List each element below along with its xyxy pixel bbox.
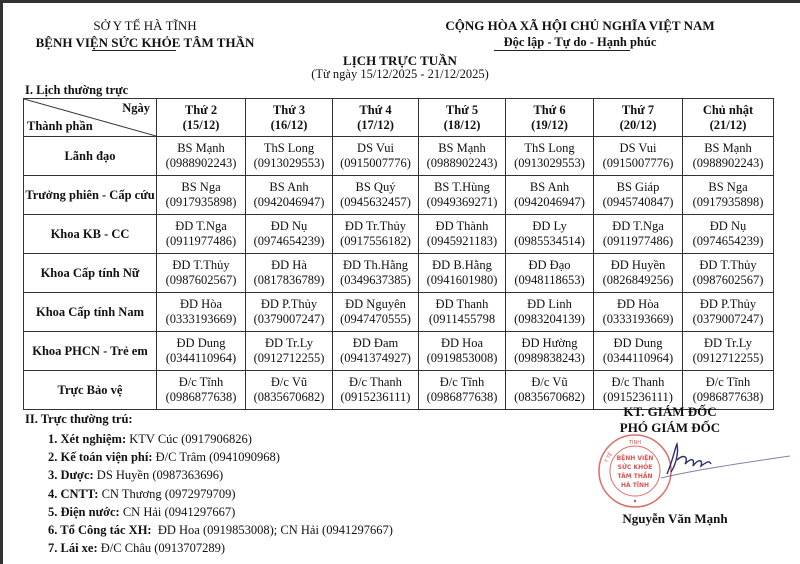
- list-item-value: CN Thương (0972979709): [98, 486, 236, 501]
- list-item: [48, 466, 393, 484]
- duty-cell: [246, 176, 333, 215]
- list-item-label: 6. Tổ Công tác XH:: [48, 523, 152, 538]
- resident-duty-list: [48, 430, 393, 557]
- duty-cell: [419, 254, 506, 293]
- day-date: (19/12): [531, 117, 568, 132]
- duty-cell: [333, 293, 419, 332]
- staff-phone: (0983204139): [514, 312, 585, 326]
- duty-cell: [419, 137, 506, 176]
- staff-name: ĐD Hoa: [440, 336, 483, 350]
- svg-text:TỈNH: TỈNH: [628, 440, 642, 446]
- day-name: Thứ 4: [359, 102, 392, 117]
- hospital-underline: [92, 50, 176, 51]
- staff-phone: (0987602567): [692, 273, 764, 287]
- list-item-label: 4. CNTT:: [48, 486, 99, 501]
- duty-cell: [246, 137, 333, 176]
- duty-cell: [506, 332, 594, 371]
- table-row: [24, 254, 774, 293]
- duty-cell: [246, 332, 333, 371]
- day-header: [419, 99, 506, 137]
- day-date: (17/12): [357, 117, 394, 132]
- staff-phone: (0919853008): [426, 351, 498, 365]
- staff-name: ĐD Hường: [521, 336, 578, 350]
- list-item: [48, 430, 393, 448]
- day-date: (21/12): [709, 117, 747, 132]
- day-date: (15/12): [182, 117, 220, 132]
- staff-phone: (0333193669): [602, 312, 674, 326]
- corner-day-label: Ngày: [122, 101, 150, 115]
- staff-phone: (0917935898): [692, 195, 764, 209]
- signature-title-1: KT. GIÁM ĐỐC: [623, 404, 717, 419]
- list-item-value: ĐD Hoa (0919853008); CN Hải (0941297667): [151, 523, 393, 538]
- day-name: Thứ 5: [445, 102, 479, 117]
- staff-name: ThS Long: [524, 141, 575, 155]
- table-header-row: [24, 99, 774, 137]
- staff-name: Đ/c Tĩnh: [178, 375, 224, 389]
- staff-name: DS Vui: [357, 141, 394, 155]
- day-date: (18/12): [443, 117, 481, 132]
- staff-name: ĐD Nguyên: [345, 297, 406, 311]
- duty-schedule-table: [23, 98, 774, 410]
- staff-name: ĐD B.Hằng: [432, 258, 492, 272]
- staff-name: ĐD Nụ: [709, 219, 747, 233]
- staff-name: ĐD P.Thủy: [699, 297, 757, 311]
- list-item-label: 1. Xét nghiệm:: [48, 432, 127, 446]
- duty-cell: [419, 332, 506, 371]
- staff-phone: (0913029553): [253, 156, 325, 170]
- staff-phone: (0945632457): [340, 195, 411, 209]
- staff-name: ĐD Nụ: [270, 219, 308, 233]
- staff-phone: (0947470555): [340, 312, 411, 326]
- staff-name: DS Vui: [619, 141, 657, 155]
- duty-cell: [683, 137, 774, 176]
- duty-cell: [419, 371, 506, 410]
- list-item-label: 3. Dược:: [48, 468, 94, 483]
- duty-cell: [419, 176, 506, 215]
- staff-phone: (0988902243): [165, 156, 237, 170]
- list-item-value: KTV Cúc (0917906826): [126, 432, 252, 446]
- staff-name: BS Mạnh: [177, 141, 225, 155]
- staff-phone: (0379007247): [692, 312, 764, 326]
- staff-phone: (0915007776): [340, 156, 411, 170]
- staff-name: ĐD T.Thủy: [172, 258, 230, 272]
- duty-cell: [506, 371, 594, 410]
- day-name: Thứ 6: [533, 102, 566, 117]
- staff-name: ĐD Hòa: [179, 297, 222, 311]
- day-header: [683, 99, 774, 137]
- staff-phone: (0911977486): [602, 234, 674, 248]
- signature-title-2: PHÓ GIÁM ĐỐC: [619, 420, 721, 435]
- list-item-label: 7. Lái xe:: [48, 541, 98, 556]
- day-name: Chủ nhật: [702, 102, 754, 117]
- staff-phone: (0917556182): [340, 234, 411, 248]
- staff-phone: (0915007776): [602, 156, 674, 170]
- duty-cell: [246, 371, 333, 410]
- duty-cell: [683, 254, 774, 293]
- staff-name: ĐD Tr.Ly: [265, 336, 313, 350]
- svg-text:SỨC KHỎE: SỨC KHỎE: [617, 464, 653, 471]
- staff-name: BS Anh: [529, 180, 570, 194]
- staff-phone: (0945740847): [602, 195, 674, 209]
- list-item-value: DS Huyền (0987363696): [93, 468, 224, 483]
- section1-heading: I. Lịch thường trực: [25, 83, 129, 97]
- staff-name: BS Anh: [269, 180, 309, 194]
- day-name: Thứ 3: [272, 102, 306, 117]
- staff-phone: (0333193669): [165, 312, 237, 326]
- staff-phone: (0911977486): [165, 234, 237, 248]
- staff-name: BS Mạnh: [704, 141, 752, 155]
- staff-name: BS T.Hùng: [434, 180, 490, 194]
- duty-cell: [157, 332, 246, 371]
- duty-cell: [506, 254, 594, 293]
- duty-cell: [419, 215, 506, 254]
- list-item: [48, 503, 393, 521]
- duty-cell: [594, 215, 683, 254]
- staff-name: Đ/c Vũ: [270, 375, 308, 389]
- list-item: [48, 485, 393, 503]
- staff-phone: (0915236111): [340, 390, 411, 404]
- duty-cell: [157, 293, 246, 332]
- table-row: [24, 215, 774, 254]
- republic-name: CỘNG HÒA XÃ HỘI CHỦ NGHĨA VIỆT NAM: [445, 18, 715, 33]
- duty-cell: [683, 332, 774, 371]
- staff-name: ĐD Tr.Thủy: [344, 219, 407, 233]
- duty-cell: [594, 293, 683, 332]
- staff-name: ĐD T.Nga: [175, 219, 227, 233]
- duty-cell: [246, 254, 333, 293]
- list-item: [48, 448, 393, 466]
- list-item-value: CN Hải (0941297667): [119, 504, 236, 519]
- staff-name: ĐD Đạo: [528, 258, 571, 272]
- staff-name: ĐD Huyền: [610, 258, 666, 272]
- duty-cell: [506, 215, 594, 254]
- staff-name: ĐD Dung: [613, 336, 663, 350]
- table-row: [24, 332, 774, 371]
- staff-phone: (0988902243): [692, 156, 764, 170]
- staff-name: ĐD Hòa: [616, 297, 659, 311]
- duty-cell: [246, 215, 333, 254]
- staff-name: Đ/c Thanh: [349, 375, 402, 389]
- duty-cell: [594, 332, 683, 371]
- day-header: [157, 99, 246, 137]
- duty-cell: [333, 215, 419, 254]
- staff-phone: (0915236111): [603, 390, 673, 404]
- duty-cell: [333, 254, 419, 293]
- list-item-label: 2. Kế toán viện phí:: [48, 450, 153, 465]
- staff-phone: (0835670682): [514, 390, 585, 404]
- table-row: [24, 293, 774, 332]
- staff-name: ĐD P.Thủy: [260, 297, 318, 311]
- agency-name: SỞ Y TẾ HÀ TĨNH: [93, 18, 197, 33]
- day-date: (16/12): [270, 117, 308, 132]
- staff-phone: (0349637385): [340, 273, 411, 287]
- row-label: Khoa Cấp tính Nam: [24, 293, 157, 332]
- list-item: [48, 521, 393, 539]
- staff-phone: (0985534514): [514, 234, 585, 248]
- signature-scribble: [655, 440, 795, 480]
- duty-cell: [594, 137, 683, 176]
- day-header: [246, 99, 333, 137]
- row-label: Trực Bảo vệ: [24, 371, 157, 410]
- svg-text:HÀ TĨNH: HÀ TĨNH: [620, 482, 650, 489]
- staff-phone: (0913029553): [514, 156, 585, 170]
- motto-underline: [494, 50, 630, 51]
- hospital-name: [20, 35, 270, 51]
- staff-name: BS Nga: [181, 180, 221, 194]
- staff-name: Đ/c Tĩnh: [705, 375, 751, 389]
- staff-phone: (0945921183): [426, 234, 498, 248]
- staff-phone: (0911455798: [428, 312, 496, 326]
- svg-text:TÂM THẦN: TÂM THẦN: [617, 473, 653, 480]
- svg-text:BỆNH VIỆN: BỆNH VIỆN: [616, 455, 654, 462]
- staff-phone: (0942046947): [253, 195, 325, 209]
- staff-phone: (0817836789): [253, 273, 325, 287]
- staff-phone: (0948118653): [514, 273, 585, 287]
- staff-phone: (0344110964): [602, 351, 674, 365]
- duty-cell: [683, 176, 774, 215]
- day-header: [506, 99, 594, 137]
- duty-cell: [157, 254, 246, 293]
- page-title: LỊCH TRỰC TUẦN: [343, 53, 457, 68]
- day-header: [594, 99, 683, 137]
- row-label: Trưởng phiên - Cấp cứu: [24, 176, 157, 215]
- staff-phone: (0986877638): [165, 390, 237, 404]
- staff-name: ThS Long: [263, 141, 315, 155]
- day-name: Thứ 7: [621, 102, 655, 117]
- staff-phone: (0987602567): [165, 273, 237, 287]
- row-label: Khoa PHCN - Trẻ em: [24, 332, 157, 371]
- date-range: (Từ ngày 15/12/2025 - 21/12/2025): [311, 67, 489, 81]
- duty-cell: [683, 293, 774, 332]
- day-header: [333, 99, 419, 137]
- staff-phone: (0826849256): [602, 273, 674, 287]
- staff-phone: (0941374927): [340, 351, 411, 365]
- staff-name: BS Quý: [355, 180, 396, 194]
- duty-cell: [333, 137, 419, 176]
- section2-heading: II. Trực thường trú:: [25, 412, 133, 426]
- staff-name: BS Mạnh: [438, 141, 486, 155]
- staff-name: BS Giáp: [616, 180, 660, 194]
- duty-cell: [594, 254, 683, 293]
- staff-phone: (0988902243): [426, 156, 498, 170]
- staff-phone: (0379007247): [253, 312, 325, 326]
- list-item-value: Đ/C Châu (0913707289): [97, 541, 226, 556]
- list-item-label: 5. Điện nước:: [48, 504, 120, 519]
- duty-cell: [333, 176, 419, 215]
- svg-text:Y TẾ: Y TẾ: [603, 451, 615, 464]
- staff-name: ĐD T.Thủy: [699, 258, 757, 272]
- list-item-value: Đ/C Trâm (0941090968): [152, 450, 280, 465]
- staff-name: ĐD Ly: [532, 219, 567, 233]
- staff-phone: (0912712255): [253, 351, 325, 365]
- day-name: Thứ 2: [184, 102, 218, 117]
- row-label: Khoa KB - CC: [24, 215, 157, 254]
- motto: Độc lập - Tự do - Hạnh phúc: [503, 35, 657, 49]
- staff-phone: (0974654239): [692, 234, 764, 248]
- staff-name: BS Nga: [708, 180, 748, 194]
- staff-name: ĐD Linh: [527, 297, 572, 311]
- corner-role-label: Thành phần: [27, 119, 93, 133]
- corner-header-cell: [24, 99, 157, 137]
- table-row: [24, 137, 774, 176]
- duty-cell: [157, 371, 246, 410]
- staff-phone: (0344110964): [165, 351, 237, 365]
- staff-name: Đ/c Tĩnh: [439, 375, 485, 389]
- table-row: [24, 176, 774, 215]
- staff-phone: (0912712255): [692, 351, 764, 365]
- duty-cell: [683, 215, 774, 254]
- staff-phone: (0989838243): [514, 351, 585, 365]
- staff-name: Đ/c Thanh: [611, 375, 665, 389]
- duty-cell: [506, 293, 594, 332]
- staff-name: ĐD Tr.Ly: [704, 336, 752, 350]
- list-item: [48, 539, 393, 557]
- duty-cell: [333, 371, 419, 410]
- staff-name: ĐD Thanh: [435, 297, 489, 311]
- duty-cell: [157, 215, 246, 254]
- duty-cell: [506, 176, 594, 215]
- staff-phone: (0986877638): [692, 390, 764, 404]
- duty-cell: [157, 137, 246, 176]
- staff-phone: (0942046947): [514, 195, 585, 209]
- hospital-name-text: BỆNH VIỆN SỨC KHỎE TÂM THẦN: [35, 35, 255, 50]
- duty-cell: [157, 176, 246, 215]
- duty-cell: [246, 293, 333, 332]
- staff-name: ĐD Thành: [435, 219, 489, 233]
- staff-phone: (0986877638): [426, 390, 498, 404]
- staff-phone: (0949369271): [426, 195, 498, 209]
- staff-phone: (0974654239): [253, 234, 325, 248]
- staff-phone: (0917935898): [165, 195, 237, 209]
- staff-name: Đ/c Vũ: [531, 375, 568, 389]
- staff-phone: (0835670682): [253, 390, 325, 404]
- staff-name: ĐD T.Nga: [612, 219, 664, 233]
- duty-cell: [419, 293, 506, 332]
- staff-name: ĐD Th.Hằng: [342, 258, 409, 272]
- duty-cell: [333, 332, 419, 371]
- duty-cell: [506, 137, 594, 176]
- row-label: Khoa Cấp tính Nữ: [24, 254, 157, 293]
- signer-name: Nguyễn Văn Mạnh: [622, 511, 728, 526]
- row-label: Lãnh đạo: [24, 137, 157, 176]
- staff-name: ĐD Đam: [352, 336, 399, 350]
- staff-name: ĐD Dung: [176, 336, 226, 350]
- staff-phone: (0941601980): [426, 273, 498, 287]
- day-date: (20/12): [619, 117, 657, 132]
- duty-cell: [594, 176, 683, 215]
- staff-name: ĐD Hà: [271, 258, 307, 272]
